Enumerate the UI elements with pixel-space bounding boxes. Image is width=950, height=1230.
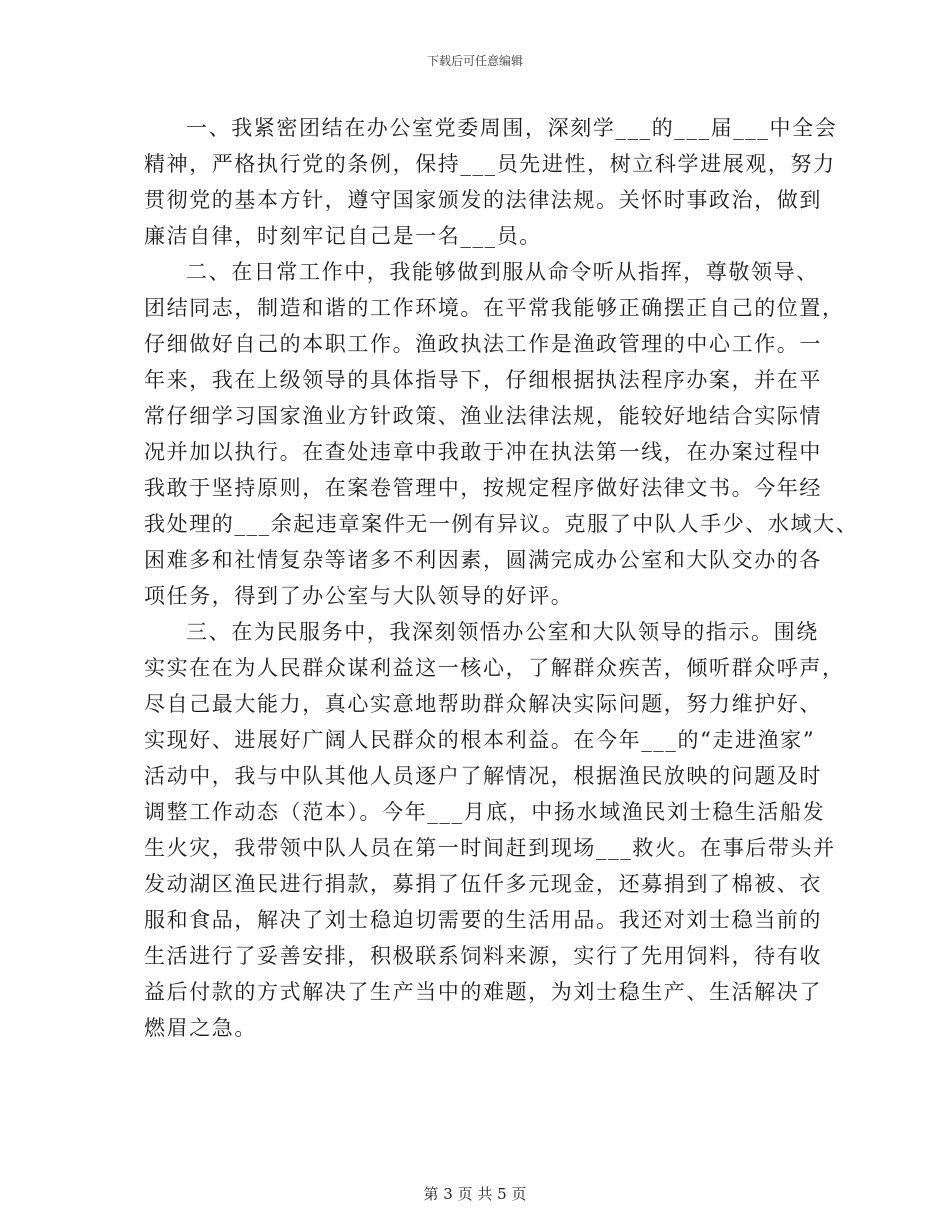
paragraph-3-line-6: 调整工作动态（范本）。今年___月底，中扬水域渔民刘士稳生活船发 (144, 800, 826, 824)
paragraph-2-line-2: 团结同志，制造和谐的工作环境。在平常我能够正确摆正自己的位置， (144, 296, 845, 320)
paragraph-3-line-4: 实现好、进展好广阔人民群众的根本利益。在今年___的“走进渔家” (144, 728, 816, 752)
paragraph-3-line-2: 实实在在为人民群众谋利益这一核心，了解群众疾苦，倾听群众呼声， (144, 656, 845, 680)
page-footer: 第 3 页 共 5 页 (423, 1185, 527, 1203)
paragraph-2-line-10: 项任务，得到了办公室与大队领导的好评。 (144, 584, 574, 608)
paragraph-3-line-5: 活动中，我与中队其他人员逐户了解情况，根据渔民放映的问题及时 (144, 764, 822, 788)
paragraph-1-line-4: 廉洁自律，时刻牢记自己是一名___员。 (144, 224, 542, 248)
paragraph-2-line-6: 况并加以执行。在查处违章中我敢于冲在执法第一线，在办案过程中 (144, 440, 822, 464)
paragraph-2-line-3: 仔细做好自己的本职工作。渔政执法工作是渔政管理的中心工作。一 (144, 332, 822, 356)
paragraph-3-line-10: 生活进行了妥善安排，积极联系饲料来源，实行了先用饲料，待有收 (144, 944, 822, 968)
paragraph-3-line-8: 发动湖区渔民进行捐款，募捐了伍仟多元现金，还募捐到了棉被、衣 (144, 872, 822, 896)
paragraph-3-line-11: 益后付款的方式解决了生产当中的难题，为刘士稳生产、生活解决了 (144, 980, 822, 1004)
paragraph-1-line-3: 贯彻党的基本方针，遵守国家颁发的法律法规。关怀时事政治，做到 (144, 188, 822, 212)
paragraph-2-line-1: 二、在日常工作中，我能够做到服从命令听从指挥，尊敬领导、 (186, 260, 819, 284)
paragraph-1-line-1: 一、我紧密团结在办公室党委周围，深刻学___的___届___中全会 (186, 116, 838, 140)
page-header: 下载后可任意编辑 (426, 54, 523, 68)
paragraph-2-line-5: 常仔细学习国家渔业方针政策、渔业法律法规，能较好地结合实际情 (144, 404, 822, 428)
paragraph-3-line-9: 服和食品，解决了刘士稳迫切需要的生活用品。我还对刘士稳当前的 (144, 908, 822, 932)
paragraph-3-line-1: 三、在为民服务中，我深刻领悟办公室和大队领导的指示。围绕 (186, 620, 819, 644)
paragraph-2-line-9: 困难多和社情复杂等诸多不利因素，圆满完成办公室和大队交办的各 (144, 548, 822, 572)
paragraph-1-line-2: 精神，严格执行党的条例，保持___员先进性，树立科学进展观，努力 (144, 152, 836, 176)
paragraph-2-line-8: 我处理的___余起违章案件无一例有异议。克服了中队人手少、水域大、 (144, 512, 859, 536)
paragraph-3-line-3: 尽自己最大能力，真心实意地帮助群众解决实际问题，努力维护好、 (144, 692, 822, 716)
paragraph-3-line-7: 生火灾，我带领中队人员在第一时间赶到现场___救火。在事后带头并 (144, 836, 836, 860)
paragraph-3-line-12: 燃眉之急。 (144, 1016, 257, 1040)
paragraph-2-line-4: 年来，我在上级领导的具体指导下，仔细根据执法程序办案，并在平 (144, 368, 822, 392)
paragraph-2-line-7: 我敢于坚持原则，在案卷管理中，按规定程序做好法律文书。今年经 (144, 476, 822, 500)
